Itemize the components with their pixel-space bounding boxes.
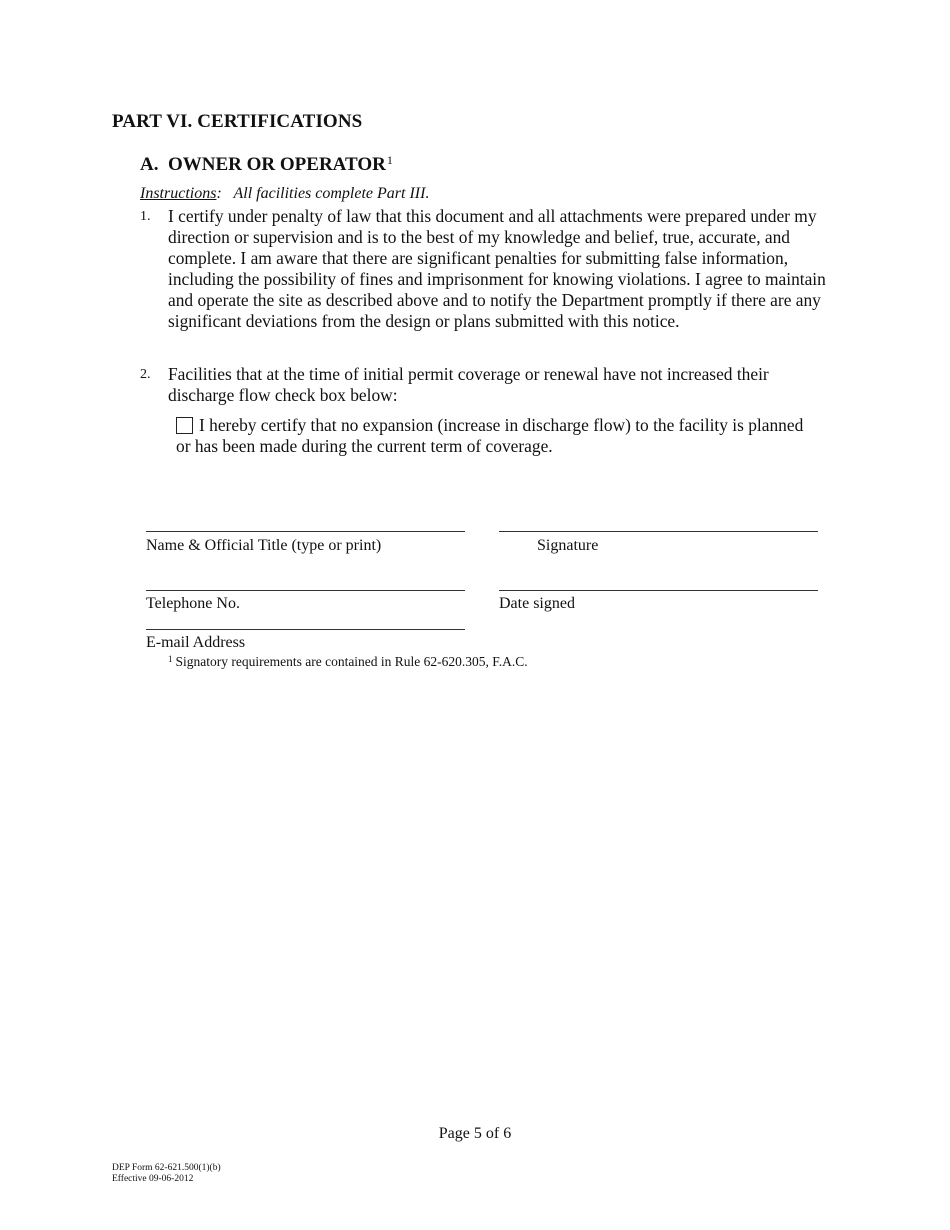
item-number: 2. [140, 367, 151, 382]
telephone-label: Telephone No. [146, 595, 240, 612]
form-effective-date: Effective 09-06-2012 [112, 1174, 194, 1184]
expansion-certification [176, 415, 816, 457]
instructions [140, 185, 429, 203]
signature-line[interactable] [499, 531, 818, 532]
form-number: DEP Form 62-621.500(1)(b) [112, 1163, 221, 1173]
footnote-marker: 1 [168, 654, 173, 664]
form-identifier [112, 1163, 221, 1185]
page-number: Page 5 of 6 [438, 1125, 512, 1142]
email-label: E-mail Address [146, 634, 246, 651]
item-number: 1. [140, 209, 151, 224]
name-title-label: Name & Official Title (type or print) [146, 537, 382, 554]
item-text: I certify under penalty of law that this document and all attachments were prepared under my direction or supervision and is to the best of my knowledge and belief, true, accurate, and complete. I am aware that there are significant penalties for submitting false information, including the possibility of fines and imprisonment for knowing violations. I agree to maintain and operate the site as described above and to notify the Department promptly if there are any significant deviations from the design or plans submitted with this notice. [168, 206, 826, 331]
section-letter: A. [140, 154, 159, 175]
instructions-label: Instructions [140, 185, 217, 202]
instructions-colon: : [216, 185, 222, 202]
certification-item-1 [140, 206, 830, 332]
section-footnote-ref: 1 [386, 153, 393, 167]
instructions-text: All facilities complete Part III. [233, 185, 430, 202]
section-heading: OWNER OR OPERATOR [168, 154, 386, 175]
footnote-text: Signatory requirements are contained in Rule 62-620.305, F.A.C. [175, 654, 528, 669]
certification-item-2 [140, 364, 830, 406]
email-line[interactable] [146, 629, 465, 630]
telephone-line[interactable] [146, 590, 465, 591]
item-text: Facilities that at the time of initial permit coverage or renewal have not increased their discharge flow check box below: [168, 364, 769, 405]
no-expansion-checkbox[interactable] [176, 417, 193, 434]
part-title: PART VI. CERTIFICATIONS [112, 111, 363, 132]
expansion-certification-text: I hereby certify that no expansion (increase in discharge flow) to the facility is planned or has been made during the current term of coverage. [176, 415, 804, 456]
footnote [168, 654, 528, 670]
section-title [140, 153, 393, 176]
date-signed-line[interactable] [499, 590, 818, 591]
name-title-line[interactable] [146, 531, 465, 532]
date-signed-label: Date signed [499, 595, 575, 612]
signature-label: Signature [537, 537, 599, 554]
